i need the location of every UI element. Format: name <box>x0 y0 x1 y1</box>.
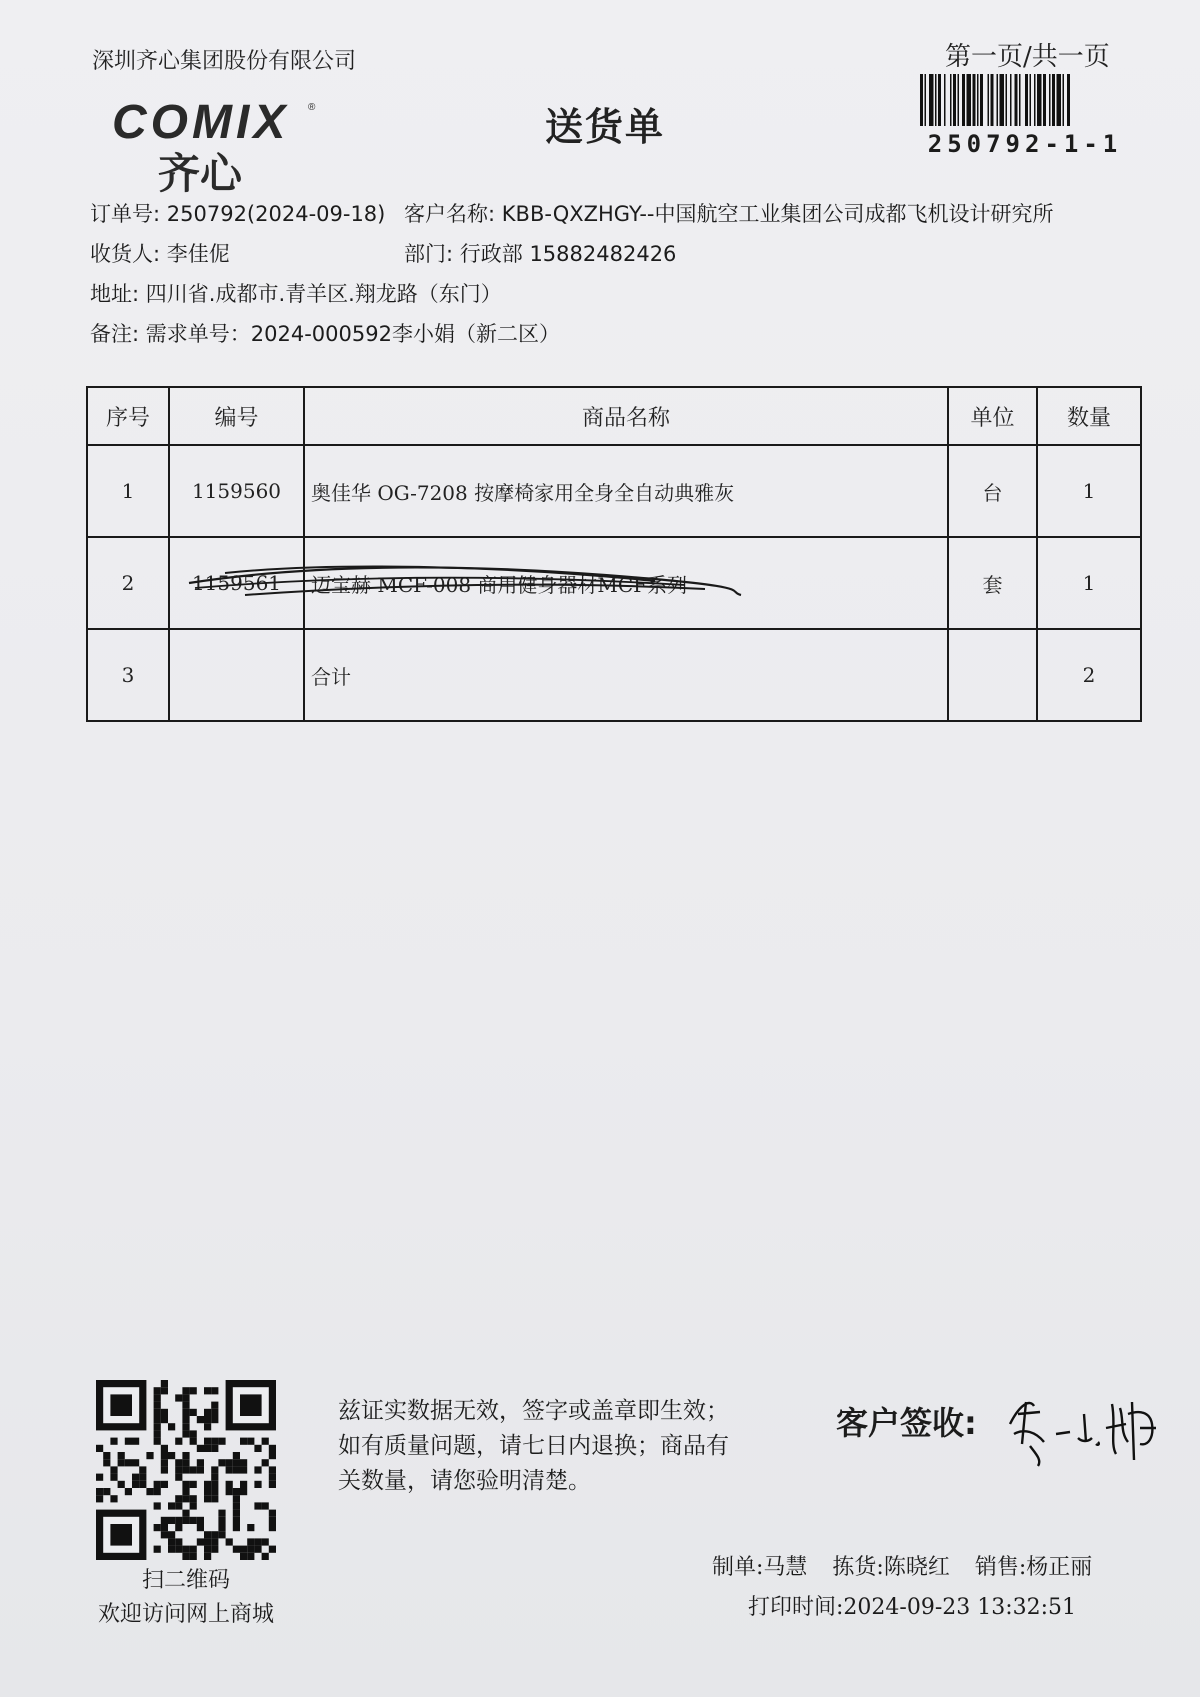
remark-value: 需求单号：2024-000592李小娟（新二区） <box>145 322 560 346</box>
address-value: 四川省.成都市.青羊区.翔龙路（东门） <box>145 282 502 306</box>
department <box>404 238 676 268</box>
comix-logo <box>112 96 352 196</box>
row-unit: 套 <box>948 537 1037 629</box>
notice-text: 兹证实数据无效，签字或盖章即生效；如有质量问题，请七日内退换；商品有关数量，请您验明清楚。 <box>338 1398 729 1494</box>
department-value: 行政部 15882482426 <box>459 242 677 266</box>
row-product-name: 奥佳华 OG-7208 按摩椅家用全身全自动典雅灰 <box>304 445 948 537</box>
barcode <box>918 74 1132 126</box>
header-code: 编号 <box>169 387 304 445</box>
header-quantity: 数量 <box>1037 387 1141 445</box>
table-header-row <box>87 387 1141 445</box>
customer-name-value: KBB-QXZHGY--中国航空工业集团公司成都飞机设计研究所 <box>501 202 1054 226</box>
remark <box>90 318 560 348</box>
qr-caption <box>86 1564 286 1632</box>
qr-caption-scan: 扫二维码 <box>141 1568 230 1593</box>
sales: 销售:杨正丽 <box>974 1555 1093 1580</box>
row-code: 1159560 <box>169 445 304 537</box>
order-number <box>90 198 385 228</box>
staff-info <box>712 1550 1110 1581</box>
row-unit <box>948 629 1037 721</box>
qr-caption-welcome: 欢迎访问网上商城 <box>97 1602 274 1627</box>
row-product-name: 合计 <box>304 629 948 721</box>
receiver <box>90 238 230 268</box>
row-quantity: 2 <box>1037 629 1141 721</box>
table-row <box>87 445 1141 537</box>
address <box>90 278 502 308</box>
customer-name <box>404 198 1054 228</box>
barcode-number: 250792-1-1 <box>927 130 1123 158</box>
maker: 制单:马慧 <box>712 1555 808 1580</box>
customer-signature <box>1000 1384 1170 1474</box>
order-number-label: 订单号: <box>90 202 161 226</box>
row-quantity: 1 <box>1037 537 1141 629</box>
document-title: 送货单 <box>545 105 666 149</box>
header-unit: 单位 <box>948 387 1037 445</box>
svg-text:齐心: 齐心 <box>158 149 243 196</box>
row-quantity: 1 <box>1037 445 1141 537</box>
page-indicator: 第一页/共一页 <box>945 42 1110 72</box>
row-product-name: 迈宝赫 MCF-008 商用健身器材MCF系列 <box>304 537 948 629</box>
items-table <box>86 386 1142 722</box>
customer-name-label: 客户名称: <box>404 202 496 226</box>
picker: 拣货:陈晓红 <box>832 1555 950 1580</box>
qr-code[interactable] <box>96 1380 276 1560</box>
table-row-total <box>87 629 1141 721</box>
row-code <box>169 629 304 721</box>
customer-signature-label: 客户签收: <box>836 1404 977 1442</box>
department-label: 部门: <box>404 242 454 266</box>
svg-text:COMIX: COMIX <box>112 96 290 149</box>
order-number-value: 250792(2024-09-18) <box>166 202 386 226</box>
address-label: 地址: <box>90 282 140 306</box>
receiver-value: 李佳伲 <box>166 242 230 266</box>
row-unit: 台 <box>948 445 1037 537</box>
row-seq: 1 <box>87 445 169 537</box>
print-time: 打印时间:2024-09-23 13:32:51 <box>748 1595 1077 1620</box>
remark-label: 备注: <box>90 322 140 346</box>
row-seq: 2 <box>87 537 169 629</box>
row-code: 1159561 <box>169 537 304 629</box>
header-seq: 序号 <box>87 387 169 445</box>
row-seq: 3 <box>87 629 169 721</box>
receiver-label: 收货人: <box>90 242 161 266</box>
table-row <box>87 537 1141 629</box>
svg-text:®: ® <box>308 102 316 113</box>
header-product-name: 商品名称 <box>304 387 948 445</box>
company-name: 深圳齐心集团股份有限公司 <box>92 49 357 74</box>
